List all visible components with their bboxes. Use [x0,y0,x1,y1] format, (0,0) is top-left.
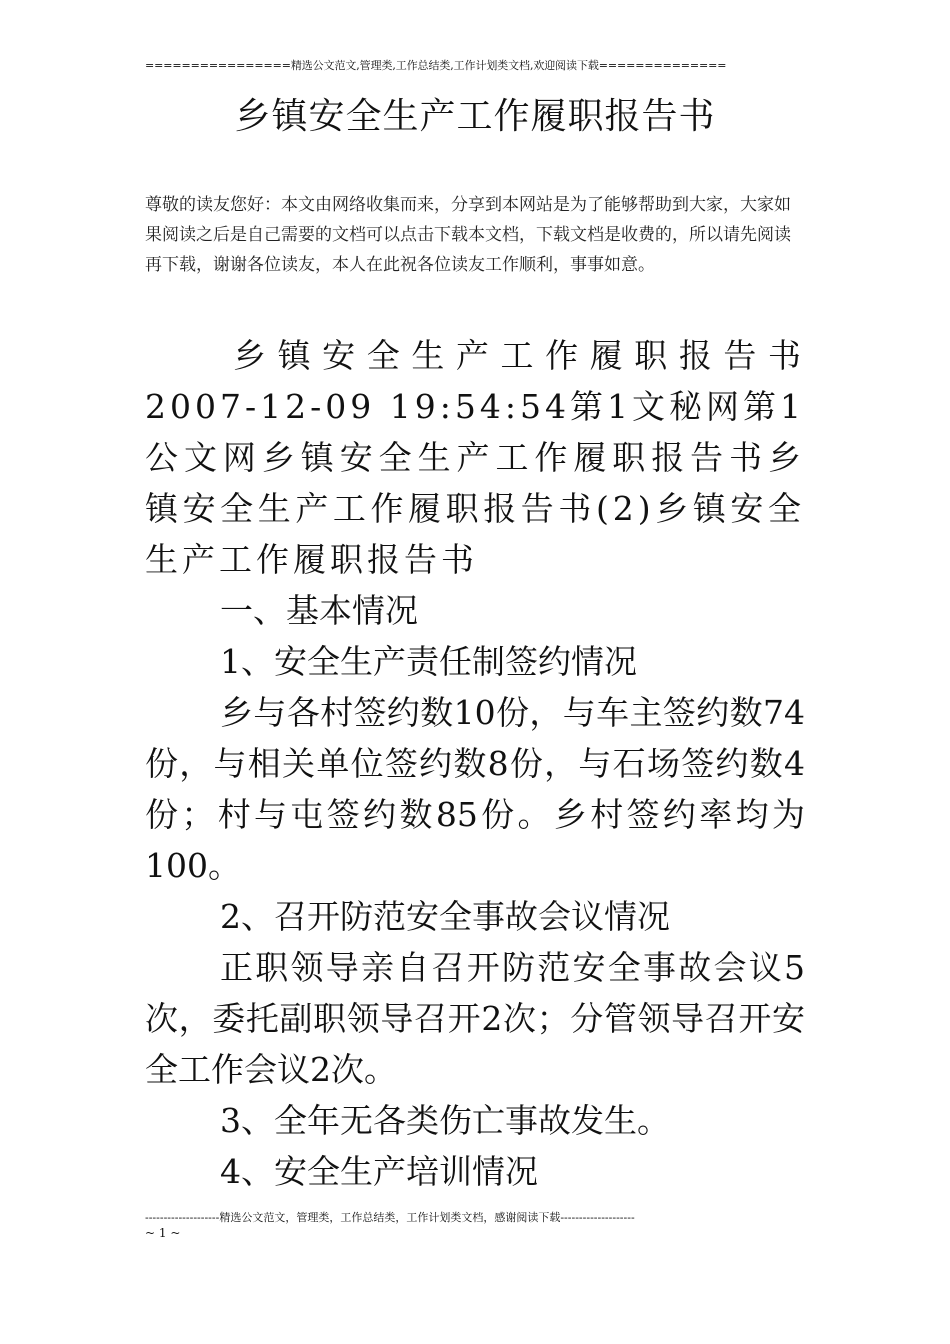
footer-banner: --------------------精选公文范文，管理类，工作总结类，工作计划类文档，感谢阅读下载-------------------- [145,1211,635,1224]
subsection-heading-meetings: 2、召开防范安全事故会议情况 [220,897,670,936]
article-heading-paragraph: 乡镇安全生产工作履职报告书2007-12-09 19:54:54第1文秘网第1公文网乡镇安全生产工作履职报告书乡镇安全生产工作履职报告书(2)乡镇安全生产工作履职报告书 [145,336,805,579]
subsection-heading-responsibility: 1、安全生产责任制签约情况 [220,642,637,681]
section-heading-basic-situation: 一、基本情况 [220,591,418,630]
subsection-heading-no-accidents: 3、全年无各类伤亡事故发生。 [220,1101,670,1140]
article-body [145,330,805,1197]
paragraph-meeting-stats: 正职领导亲自召开防范安全事故会议5次，委托副职领导召开2次；分管领导召开安全工作会议2次。 [145,948,805,1089]
header-banner: ================精选公文范文,管理类,工作总结类,工作计划类文档,欢迎阅读下载============== [145,59,727,72]
subsection-heading-training: 4、安全生产培训情况 [220,1152,538,1191]
page-number: ~ 1 ~ [145,1226,181,1240]
paragraph-signing-stats: 乡与各村签约数10份，与车主签约数74份，与相关单位签约数8份，与石场签约数4份；村与屯签约数85份。乡村签约率均为100。 [145,693,805,885]
intro-notice: 尊敬的读友您好：本文由网络收集而来，分享到本网站是为了能够帮助到大家，大家如果阅读之后是自己需要的文档可以点击下载本文档，下载文档是收费的，所以请先阅读再下载，谢谢各位读友，本人在此祝各位读友工作顺利，事事如意。 [145,195,791,275]
document-title: 乡镇安全生产工作履职报告书 [234,96,716,137]
